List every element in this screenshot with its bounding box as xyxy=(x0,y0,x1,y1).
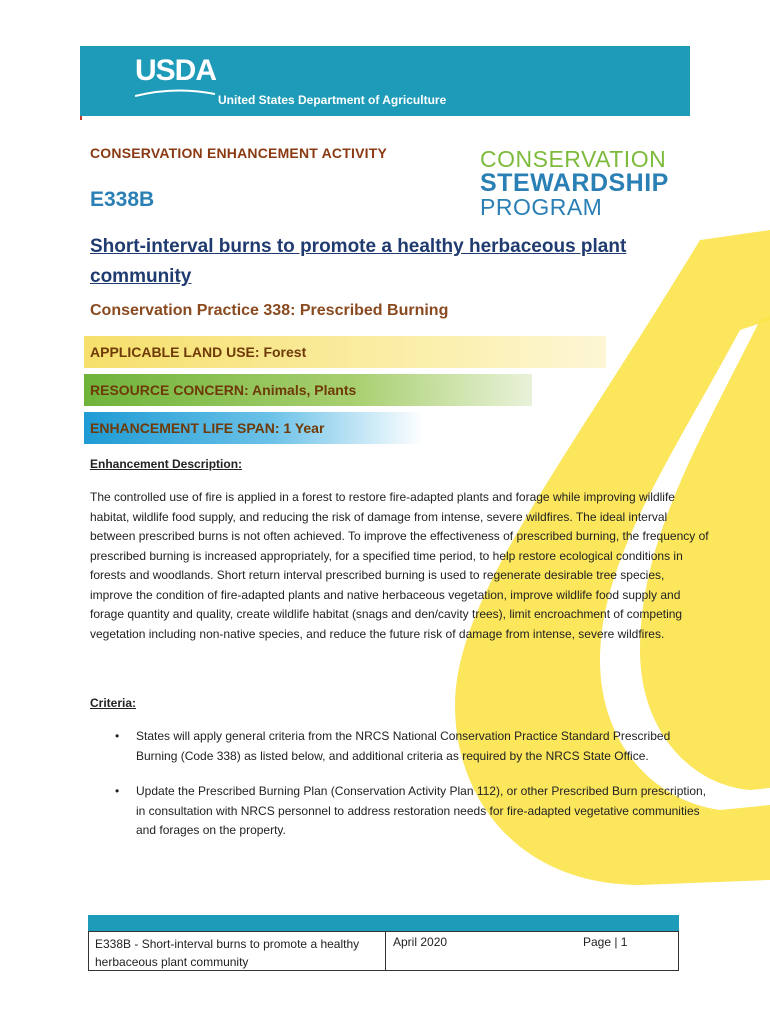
criteria-list xyxy=(90,727,710,841)
footer-date: April 2020 xyxy=(393,935,448,949)
logo-line-2: STEWARDSHIP xyxy=(480,169,669,197)
enhancement-code: E338B xyxy=(90,188,155,211)
footer-document-reference: E338B - Short-interval burns to promote a healthy herbaceous plant community xyxy=(95,937,360,969)
life-span-band: ENHANCEMENT LIFE SPAN: 1 Year xyxy=(84,412,424,444)
footer-divider xyxy=(385,932,386,970)
criteria-text: Update the Prescribed Burning Plan (Conservation Activity Plan 112), or other Prescribed Burn prescription, in consultation with NRCS personnel to address restoration needs for fire-adapted vegetative communities and forages on the property. xyxy=(136,784,707,837)
description-heading: Enhancement Description: xyxy=(90,457,243,471)
criteria-heading: Criteria: xyxy=(90,696,137,710)
bullet-icon: • xyxy=(115,784,120,798)
conservation-practice: Conservation Practice 338: Prescribed Burning xyxy=(90,302,449,319)
description-text: The controlled use of fire is applied in a forest to restore fire-adapted plants and forage while improving wildlife habitat, wildlife food supply, and reducing the risk of damage from intense, severe wildfires. The ideal interval between prescribed burns is not often achieved. To improve the effectiveness of prescribed burning, the frequency of prescribed burning is increased appropriately, for a specified time period, to help restore ecological conditions in forests and woodlands. Short return interval prescribed burning is used to regenerate desirable tree species, improve the condition of fire-adapted plants and native herbaceous vegetation, improve wildlife food supply and forage quantity and quality, create wildlife habitat (snags and den/cavity trees), limit encroachment of competing vegetation including non-native species, and reduce the future risk of damage from intense, severe wildfires. xyxy=(90,490,709,641)
criteria-text: States will apply general criteria from the NRCS National Conservation Practice Standard Prescribed Burning (Code 338) as listed below, and additional criteria as required by the NRCS State Office. xyxy=(136,729,671,763)
land-use-band: APPLICABLE LAND USE: Forest xyxy=(84,336,606,368)
criteria-item xyxy=(90,727,710,766)
footer-color-bar xyxy=(88,915,679,931)
activity-label: CONSERVATION ENHANCEMENT ACTIVITY xyxy=(90,145,387,161)
bullet-icon: • xyxy=(115,729,120,743)
logo-line-3: PROGRAM xyxy=(480,194,603,220)
usda-agency-name: United States Department of Agriculture xyxy=(218,93,447,107)
enhancement-title: Short-interval burns to promote a healthy herbaceous plant community xyxy=(90,236,627,287)
logo-line-1: CONSERVATION xyxy=(480,146,667,172)
resource-concern-band: RESOURCE CONCERN: Animals, Plants xyxy=(84,374,532,406)
footer-page-number: Page | 1 xyxy=(583,935,628,949)
conservation-stewardship-program-logo xyxy=(480,148,669,219)
page-footer xyxy=(88,931,679,971)
usda-logo-text: USDA xyxy=(135,54,217,87)
criteria-item xyxy=(90,782,710,841)
